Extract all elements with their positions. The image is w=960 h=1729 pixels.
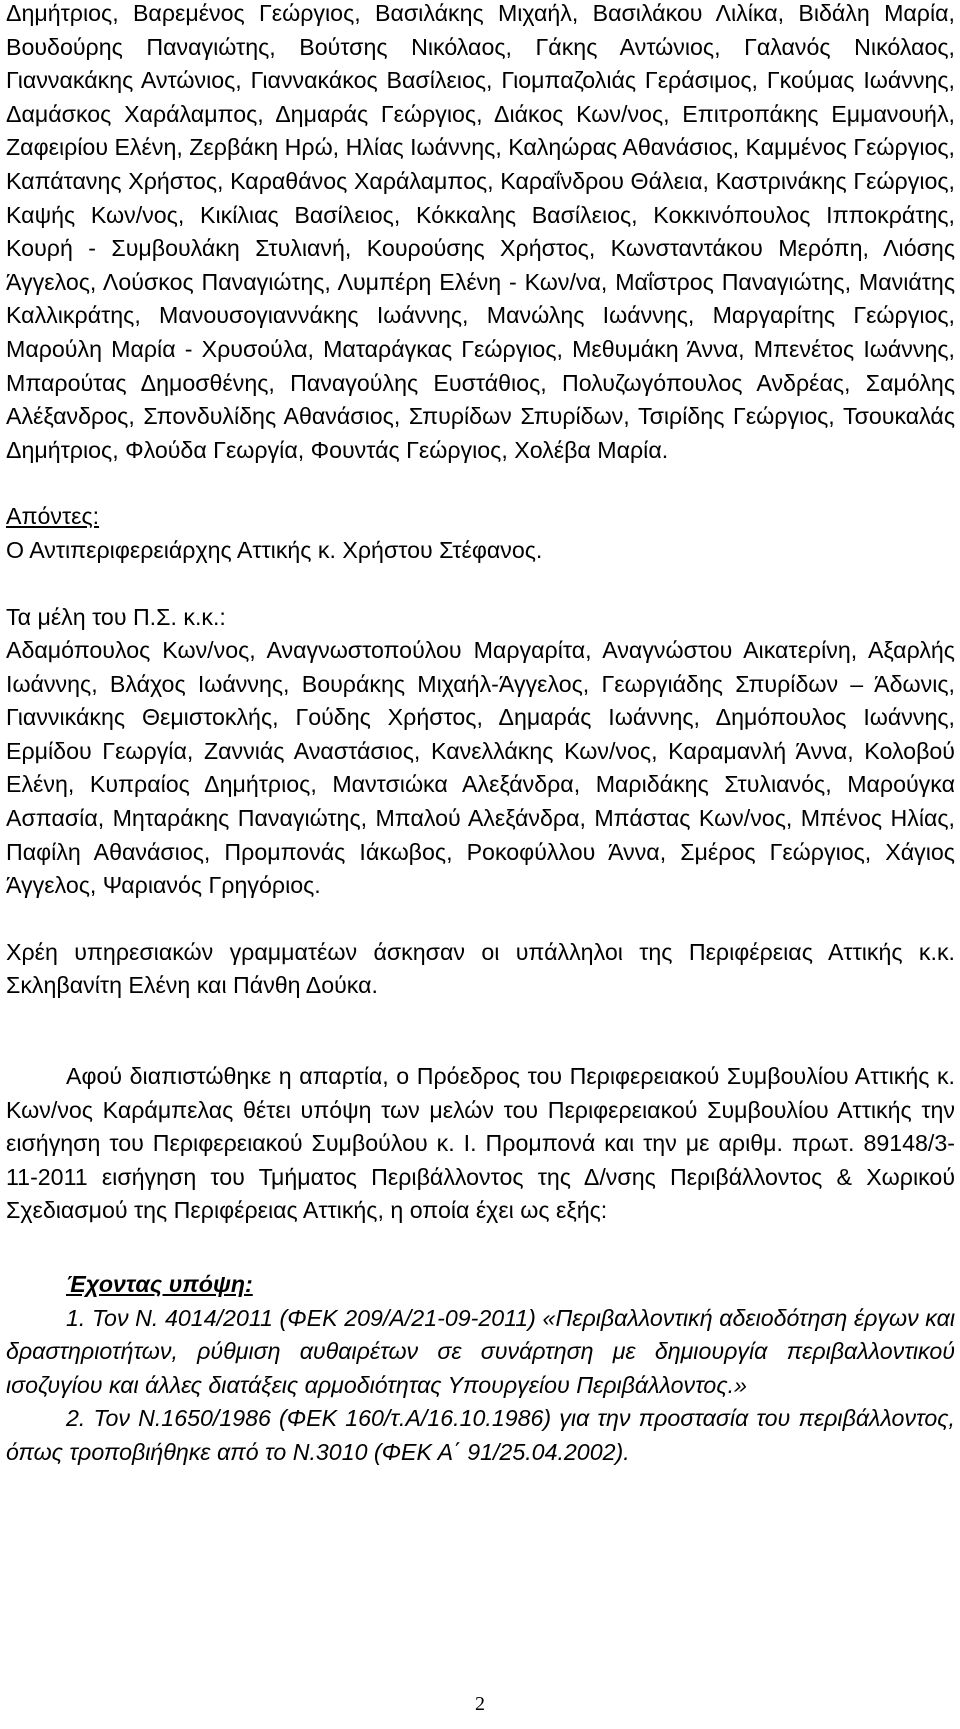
considering-heading xyxy=(6,1268,955,1302)
board-members-list: Αδαμόπουλος Κων/νος, Αναγνωστοπούλου Μαργαρίτα, Αναγνώστου Αικατερίνη, Αξαρλής Ιωάννης, Βλάχος Ιωάννης, Βουράκης Μιχαήλ-Άγγελος, Γεωργιάδης Σπυρίδων – Άδωνις, Γιαννικάκης Θεμιστοκλής, Γούδης Χρήστος, Δημαράς Ιωάννης, Δημόπουλος Ιωάννης, Ερμίδου Γεωργία, Ζαννιάς Αναστάσιος, Κανελλάκης Κων/νος, Καραμανλή Άννα, Κολοβού Ελένη, Κυπραίος Δημήτριος, Μαντσιώκα Αλεξάνδρα, Μαριδάκης Στυλιανός, Μαρούγκα Ασπασία, Μηταράκης Παναγιώτης, Μπαλού Αλεξάνδρα, Μπάστας Κων/νος, Μπένος Ηλίας, Παφίλη Αθανάσιος, Προμπονάς Ιάκωβος, Ροκοφύλλου Άννα, Σμέρος Γεώργιος, Χάγιος Άγγελος, Ψαριανός Γρηγόριος. xyxy=(6,637,955,899)
secretary-note: Χρέη υπηρεσιακών γραμματέων άσκησαν οι υπάλληλοι της Περιφέρειας Αττικής κ.κ. Σκληβανίτη Ελένη και Πάνθη Δούκα. xyxy=(6,938,955,999)
spacer xyxy=(6,467,955,500)
page-number: 2 xyxy=(475,1693,485,1715)
absent-heading-text: Απόντες: xyxy=(6,503,100,530)
spacer xyxy=(6,1003,955,1060)
quorum-paragraph: Αφού διαπιστώθηκε η απαρτία, ο Πρόεδρος του Περιφερειακού Συμβουλίου Αττικής κ. Κων/νος Καράμπελας θέτει υπόψη των μελών του Περιφερειακού Συμβουλίου Αττικής την εισήγηση του Περιφερειακού Συμβούλου κ. Ι. Προμπονά και την με αριθμ. πρωτ. 89148/3-11-2011 εισήγηση του Τμήματος Περιβάλλοντος της Δ/νσης Περιβάλλοντος & Χωρικού Σχεδιασμού της Περιφέρειας Αττικής, η οποία έχει ως εξής: xyxy=(6,1063,955,1224)
considering-item-2: 2. Τον Ν.1650/1986 (ΦΕΚ 160/τ.Α/16.10.1986) για την προστασία του περιβάλλοντος, όπως τροποβιήθηκε από το Ν.3010 (ΦΕΚ Α΄ 91/25.04.2002). xyxy=(6,1405,955,1465)
spacer xyxy=(6,1228,955,1268)
absent-text: Ο Αντιπεριφερειάρχης Αττικής κ. Χρήστου Στέφανος. xyxy=(6,536,543,563)
page-body xyxy=(6,0,955,1470)
considering-item-1: 1. Τον Ν. 4014/2011 (ΦΕΚ 209/Α/21-09-2011) «Περιβαλλοντική αδειοδότηση έργων και δραστηριοτήτων, ρύθμιση αυθαιρέτων σε συνάρτηση με δημιουργία περιβαλλοντικού ισοζυγίου και άλλες διατάξεις αρμοδιότητας Υπουργείου Περιβάλλοντος.» xyxy=(6,1304,955,1398)
considering-heading-text: Έχοντας υπόψη: xyxy=(66,1271,253,1297)
absent-heading xyxy=(6,500,955,534)
spacer xyxy=(6,903,955,936)
present-members-list: Δημήτριος, Βαρεμένος Γεώργιος, Βασιλάκης Μιχαήλ, Βασιλάκου Λιλίκα, Βιδάλη Μαρία, Βουδούρης Παναγιώτης, Βούτσης Νικόλαος, Γάκης Αντώνιος, Γαλανός Νικόλαος, Γιαννακάκης Αντώνιος, Γιαννακάκος Βασίλειος, Γιομπαζολιάς Γεράσιμος, Γκούμας Ιωάννης, Δαμάσκος Χαράλαμπος, Δημαράς Γεώργιος, Διάκος Κων/νος, Επιτροπάκης Εμμανουήλ, Ζαφειρίου Ελένη, Ζερβάκη Ηρώ, Ηλίας Ιωάννης, Καληώρας Αθανάσιος, Καμμένος Γεώργιος, Καπάτανης Χρήστος, Καραθάνος Χαράλαμπος, Καραΐνδρου Θάλεια, Καστρινάκης Γεώργιος, Καψής Κων/νος, Κικίλιας Βασίλειος, Κόκκαλης Βασίλειος, Κοκκινόπουλος Ιπποκράτης, Κουρή - Συμβουλάκη Στυλιανή, Κουρούσης Χρήστος, Κωνσταντάκου Μερόπη, Λιόσης Άγγελος, Λούσκος Παναγιώτης, Λυμπέρη Ελένη - Κων/να, Μαΐστρος Παναγιώτης, Μανιάτης Καλλικράτης, Μανουσογιαννάκης Ιωάννης, Μανώλης Ιωάννης, Μαργαρίτης Γεώργιος, Μαρούλη Μαρία - Χρυσούλα, Ματαράγκας Γεώργιος, Μεθυμάκη Άννα, Μπενέτος Ιωάννης, Μπαρούτας Δημοσθένης, Παναγούλης Ευστάθιος, Πολυζωγόπουλος Ανδρέας, Σαμόλης Αλέξανδρος, Σπονδυλίδης Αθανάσιος, Σπυρίδων Σπυρίδων, Τσιρίδης Γεώργιος, Τσουκαλάς Δημήτριος, Φλούδα Γεωργία, Φουντάς Γεώργιος, Χολέβα Μαρία. xyxy=(6,0,955,463)
board-heading: Τα μέλη του Π.Σ. κ.κ.: xyxy=(6,603,226,630)
spacer xyxy=(6,568,955,601)
